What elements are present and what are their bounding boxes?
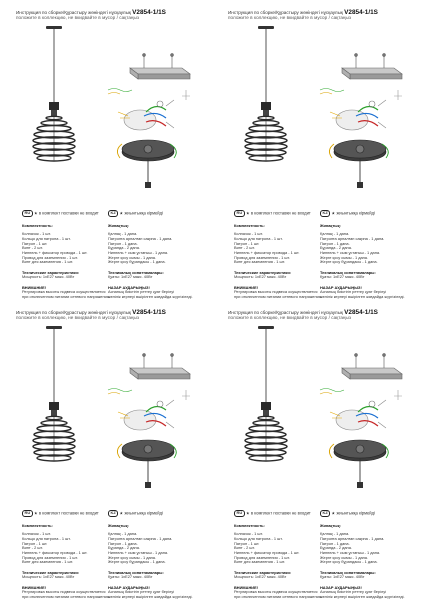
sheet-subtitle: положите в коллекцию, не вкидвайте в мусор / сақтаңыз [16, 15, 140, 21]
specs-heading: Техникалық сипаттамалары: [320, 269, 376, 275]
certification-row [22, 210, 202, 220]
contents-heading: Жинақтық: [320, 523, 341, 528]
list-item: Жерге қосу сымы - 1 дана. [320, 554, 369, 560]
list-item: Патрон - 1 шт. [22, 540, 48, 546]
list-item: Патрон - 1 шт. [22, 240, 48, 246]
pendant-lamp-drawing [234, 326, 298, 476]
warning-text [320, 590, 418, 599]
star-icon: ★ [119, 210, 124, 216]
specs-line: Қуаты: 1xE27 макс. 40Вт [320, 274, 365, 280]
specs-line: Қуаты: 1xE27 макс. 40Вт [320, 574, 365, 580]
list-item: Патронға арналған сақина - 1 дана. [320, 235, 385, 241]
cert-right [108, 210, 163, 217]
list-item: Ниппель + сым ұстағыш - 1 дана. [108, 250, 169, 256]
certification-row [234, 210, 414, 220]
cert-left [234, 210, 311, 217]
contents-heading: Комплектность: [234, 523, 265, 528]
russian-column [234, 522, 322, 600]
cert-left [22, 210, 99, 217]
list-item: Кольцо для патрона - 1 шт. [22, 535, 71, 541]
cert-left-text: в комплект поставки не входит [38, 510, 99, 516]
cert-left-text: в комплект поставки не входит [250, 510, 311, 516]
list-item: Патрон - 1 дана. [108, 540, 138, 546]
model-code: V2854-1/1S [344, 9, 378, 16]
spec-columns [234, 522, 418, 599]
star-icon: ★ [33, 210, 38, 216]
contents-heading: Жинақтық: [320, 223, 341, 228]
assembly-diagram [312, 52, 412, 192]
contents-heading: Комплектность: [22, 223, 53, 228]
spec-columns [234, 222, 418, 299]
list-item: Ниппель + сым ұстағыш - 1 дана. [320, 550, 381, 556]
contents-heading: Комплектность: [234, 223, 265, 228]
kz-badge: KZ [108, 510, 118, 517]
certification-row [234, 510, 414, 520]
warning-line: Аспаның биіктігін реттеу қуат берілуі [320, 289, 387, 295]
sheet-header [228, 310, 418, 321]
warning-text [108, 590, 206, 599]
specs-heading: Технические характеристики: [22, 269, 80, 275]
list-item: Жерге қосу сымы - 1 дана. [108, 254, 157, 260]
spec-columns [22, 522, 206, 599]
pendant-lamp-drawing [234, 26, 298, 176]
pendant-lamp-drawing [22, 26, 86, 176]
sheet-subtitle: положите в коллекцию, не вкидвайте в мусор / сақтаңыз [228, 15, 352, 21]
eac-badge: RU [234, 510, 245, 517]
warning-line: при отключенном питании сетевого напряжения. [234, 293, 322, 299]
warning-line: желілік кернеуі өшірілген жағдайда жүргізіледі. [108, 293, 193, 299]
contents-list [108, 232, 206, 265]
warning-line: Регулировка высоты подвеса осуществляется [22, 589, 106, 595]
list-item: Провод для заземления - 1 шт. [22, 254, 78, 260]
sheet-title: Инструкция по сборке/Құрастыру жөніндегі нұсқаулық [16, 310, 131, 315]
warning-line: при отключенном питании сетевого напряжения. [22, 293, 110, 299]
instruction-sheet [212, 0, 424, 300]
warning-line: при отключенном питании сетевого напряжения. [234, 593, 322, 599]
list-item: Патрон - 1 дана. [320, 240, 350, 246]
warning-line: Регулировка высоты подвеса осуществляется [234, 589, 318, 595]
list-item: Жерге қосу бұрандасы - 1 дана. [320, 559, 378, 565]
list-item: Провод для заземления - 1 шт. [22, 554, 78, 560]
cert-right [320, 210, 375, 217]
contents-heading: Жинақтық: [108, 223, 129, 228]
kz-badge: KZ [320, 510, 330, 517]
assembly-diagram [100, 52, 200, 192]
warning-heading: НАЗАР АУДАРЫҢЫЗ! [320, 284, 362, 290]
contents-heading: Жинақтық: [108, 523, 129, 528]
list-item: Винт для заземления - 1 шт. [22, 559, 74, 565]
warning-text [22, 589, 110, 599]
list-item: Винт для заземления - 1 шт. [234, 259, 286, 265]
model-code: V2854-1/1S [344, 309, 378, 316]
list-item: Патронға арналған сақина - 1 дана. [320, 535, 385, 541]
specs-heading: Технические характеристики: [234, 569, 292, 575]
warning-heading: НАЗАР АУДАРЫҢЫЗ! [320, 584, 362, 590]
contents-list [320, 232, 418, 265]
russian-column [22, 222, 110, 300]
list-item: Колпачок - 1 шт. [22, 231, 51, 237]
warning-heading: ВНИМАНИЕ! [234, 584, 258, 590]
cert-right-text: жиынтыкқа кірмейді [336, 210, 376, 216]
list-item: Винт для заземления - 1 шт. [22, 259, 74, 265]
instruction-sheet [212, 300, 424, 600]
list-item: Провод для заземления - 1 шт. [234, 254, 290, 260]
russian-column [22, 522, 110, 600]
list-item: Колпачок - 1 шт. [234, 231, 263, 237]
cert-right-text: жиынтыкқа кірмейді [124, 210, 164, 216]
sheet-title: Инструкция по сборке/Құрастыру жөніндегі нұсқаулық [228, 10, 343, 15]
list-item: Ниппель + фиксатор провода - 1 шт. [234, 550, 300, 556]
list-item: Ниппель + сым ұстағыш - 1 дана. [320, 250, 381, 256]
list-item: Винт - 2 шт. [234, 545, 255, 551]
list-item: Бұранда - 2 дана. [108, 545, 140, 551]
list-item: Винт - 2 шт. [234, 245, 255, 251]
list-item: Қалпақ - 1 дана. [320, 531, 350, 537]
cert-left-text: в комплект поставки не входит [38, 210, 99, 216]
kz-badge: KZ [108, 210, 118, 217]
star-icon: ★ [119, 510, 124, 516]
warning-line: при отключенном питании сетевого напряжения. [22, 593, 110, 599]
warning-heading: НАЗАР АУДАРЫҢЫЗ! [108, 284, 150, 290]
cert-left [234, 510, 311, 517]
specs-line: Қуаты: 1xE27 макс. 40Вт [108, 574, 153, 580]
list-item: Бұранда - 2 дана. [108, 245, 140, 251]
eac-badge: RU [22, 510, 33, 517]
sheet-subtitle: положите в коллекцию, не вкидвайте в мусор / сақтаңыз [16, 315, 140, 321]
list-item: Бұранда - 2 дана. [320, 545, 352, 551]
list-item: Қалпақ - 1 дана. [108, 531, 138, 537]
list-item: Колпачок - 1 шт. [234, 531, 263, 537]
contents-list [320, 532, 418, 565]
list-item: Қалпақ - 1 дана. [108, 231, 138, 237]
specs-line: Мощность: 1xE27 макс. 40Вт [234, 274, 287, 280]
model-code: V2854-1/1S [132, 309, 166, 316]
list-item: Патрон - 1 шт. [234, 240, 260, 246]
warning-line: Аспаның биіктігін реттеу қуат берілуі [108, 589, 175, 595]
list-item: Қалпақ - 1 дана. [320, 231, 350, 237]
list-item: Жерге қосу сымы - 1 дана. [108, 554, 157, 560]
star-icon: ★ [245, 210, 250, 216]
cert-right-text: жиынтыкқа кірмейді [336, 510, 376, 516]
list-item: Патрон - 1 дана. [108, 240, 138, 246]
warning-line: желілік кернеуі өшірілген жағдайда жүргізіледі. [320, 593, 405, 599]
specs-heading: Технические характеристики: [22, 569, 80, 575]
star-icon: ★ [245, 510, 250, 516]
list-item: Ниппель + фиксатор провода - 1 шт. [234, 250, 300, 256]
list-item: Винт - 2 шт. [22, 545, 43, 551]
specs-line: Мощность: 1xE27 макс. 40Вт [234, 574, 287, 580]
list-item: Бұранда - 2 дана. [320, 245, 352, 251]
specs-line: Қуаты: 1xE27 макс. 40Вт [108, 274, 153, 280]
list-item: Жерге қосу бұрандасы - 1 дана. [320, 259, 378, 265]
list-item: Колпачок - 1 шт. [22, 531, 51, 537]
specs-heading: Техникалық сипаттамалары: [108, 569, 164, 575]
warning-line: желілік кернеуі өшірілген жағдайда жүргізіледі. [320, 293, 405, 299]
contents-list [22, 532, 106, 565]
eac-badge: RU [22, 210, 33, 217]
contents-list [108, 532, 206, 565]
sheet-title: Инструкция по сборке/Құрастыру жөніндегі нұсқаулық [16, 10, 131, 15]
warning-heading: НАЗАР АУДАРЫҢЫЗ! [108, 584, 150, 590]
warning-text [108, 290, 206, 299]
spec-columns [22, 222, 206, 299]
assembly-diagram [312, 352, 412, 492]
cert-left [22, 510, 99, 517]
instruction-sheet [0, 300, 212, 600]
list-item: Провод для заземления - 1 шт. [234, 554, 290, 560]
specs-line: Мощность: 1xE27 макс. 40Вт [22, 274, 75, 280]
warning-line: Регулировка высоты подвеса осуществляется [22, 289, 106, 295]
contents-list [234, 232, 318, 265]
list-item: Патрон - 1 дана. [320, 540, 350, 546]
warning-line: Аспаның биіктігін реттеу қуат берілуі [108, 289, 175, 295]
contents-heading: Комплектность: [22, 523, 53, 528]
kazakh-column [108, 522, 206, 600]
warning-heading: ВНИМАНИЕ! [234, 284, 258, 290]
contents-list [22, 232, 106, 265]
list-item: Патронға арналған сақина - 1 дана. [108, 535, 173, 541]
list-item: Кольцо для патрона - 1 шт. [22, 235, 71, 241]
cert-right [108, 510, 163, 517]
sheet-header [228, 10, 418, 21]
warning-text [234, 589, 322, 599]
pendant-lamp-drawing [22, 326, 86, 476]
cert-left-text: в комплект поставки не входит [250, 210, 311, 216]
list-item: Кольцо для патрона - 1 шт. [234, 235, 283, 241]
list-item: Ниппель + фиксатор провода - 1 шт. [22, 550, 88, 556]
sheet-header [16, 310, 206, 321]
list-item: Ниппель + сым ұстағыш - 1 дана. [108, 550, 169, 556]
warning-line: Регулировка высоты подвеса осуществляется [234, 289, 318, 295]
sheet-header [16, 10, 206, 21]
kazakh-column [108, 222, 206, 300]
warning-line: желілік кернеуі өшірілген жағдайда жүргізіледі. [108, 593, 193, 599]
eac-badge: RU [234, 210, 245, 217]
specs-line: Мощность: 1xE27 макс. 40Вт [22, 574, 75, 580]
kazakh-column [320, 522, 418, 600]
assembly-diagram [100, 352, 200, 492]
specs-heading: Техникалық сипаттамалары: [320, 569, 376, 575]
sheet-title: Инструкция по сборке/Құрастыру жөніндегі нұсқаулық [228, 310, 343, 315]
list-item: Жерге қосу бұрандасы - 1 дана. [108, 259, 166, 265]
warning-heading: ВНИМАНИЕ! [22, 584, 46, 590]
star-icon: ★ [331, 510, 336, 516]
star-icon: ★ [33, 510, 38, 516]
warning-line: Аспаның биіктігін реттеу қуат берілуі [320, 589, 387, 595]
specs-heading: Технические характеристики: [234, 269, 292, 275]
kz-badge: KZ [320, 210, 330, 217]
list-item: Патронға арналған сақина - 1 дана. [108, 235, 173, 241]
list-item: Ниппель + фиксатор провода - 1 шт. [22, 250, 88, 256]
russian-column [234, 222, 322, 300]
cert-right [320, 510, 375, 517]
list-item: Кольцо для патрона - 1 шт. [234, 535, 283, 541]
warning-text [234, 289, 322, 299]
cert-right-text: жиынтыкқа кірмейді [124, 510, 164, 516]
warning-text [22, 289, 110, 299]
list-item: Винт для заземления - 1 шт. [234, 559, 286, 565]
sheet-subtitle: положите в коллекцию, не вкидвайте в мусор / сақтаңыз [228, 315, 352, 321]
list-item: Патрон - 1 шт. [234, 540, 260, 546]
star-icon: ★ [331, 210, 336, 216]
list-item: Винт - 2 шт. [22, 245, 43, 251]
list-item: Жерге қосу бұрандасы - 1 дана. [108, 559, 166, 565]
model-code: V2854-1/1S [132, 9, 166, 16]
warning-heading: ВНИМАНИЕ! [22, 284, 46, 290]
list-item: Жерге қосу сымы - 1 дана. [320, 254, 369, 260]
instruction-sheet [0, 0, 212, 300]
warning-text [320, 290, 418, 299]
contents-list [234, 532, 318, 565]
certification-row [22, 510, 202, 520]
specs-heading: Техникалық сипаттамалары: [108, 269, 164, 275]
kazakh-column [320, 222, 418, 300]
